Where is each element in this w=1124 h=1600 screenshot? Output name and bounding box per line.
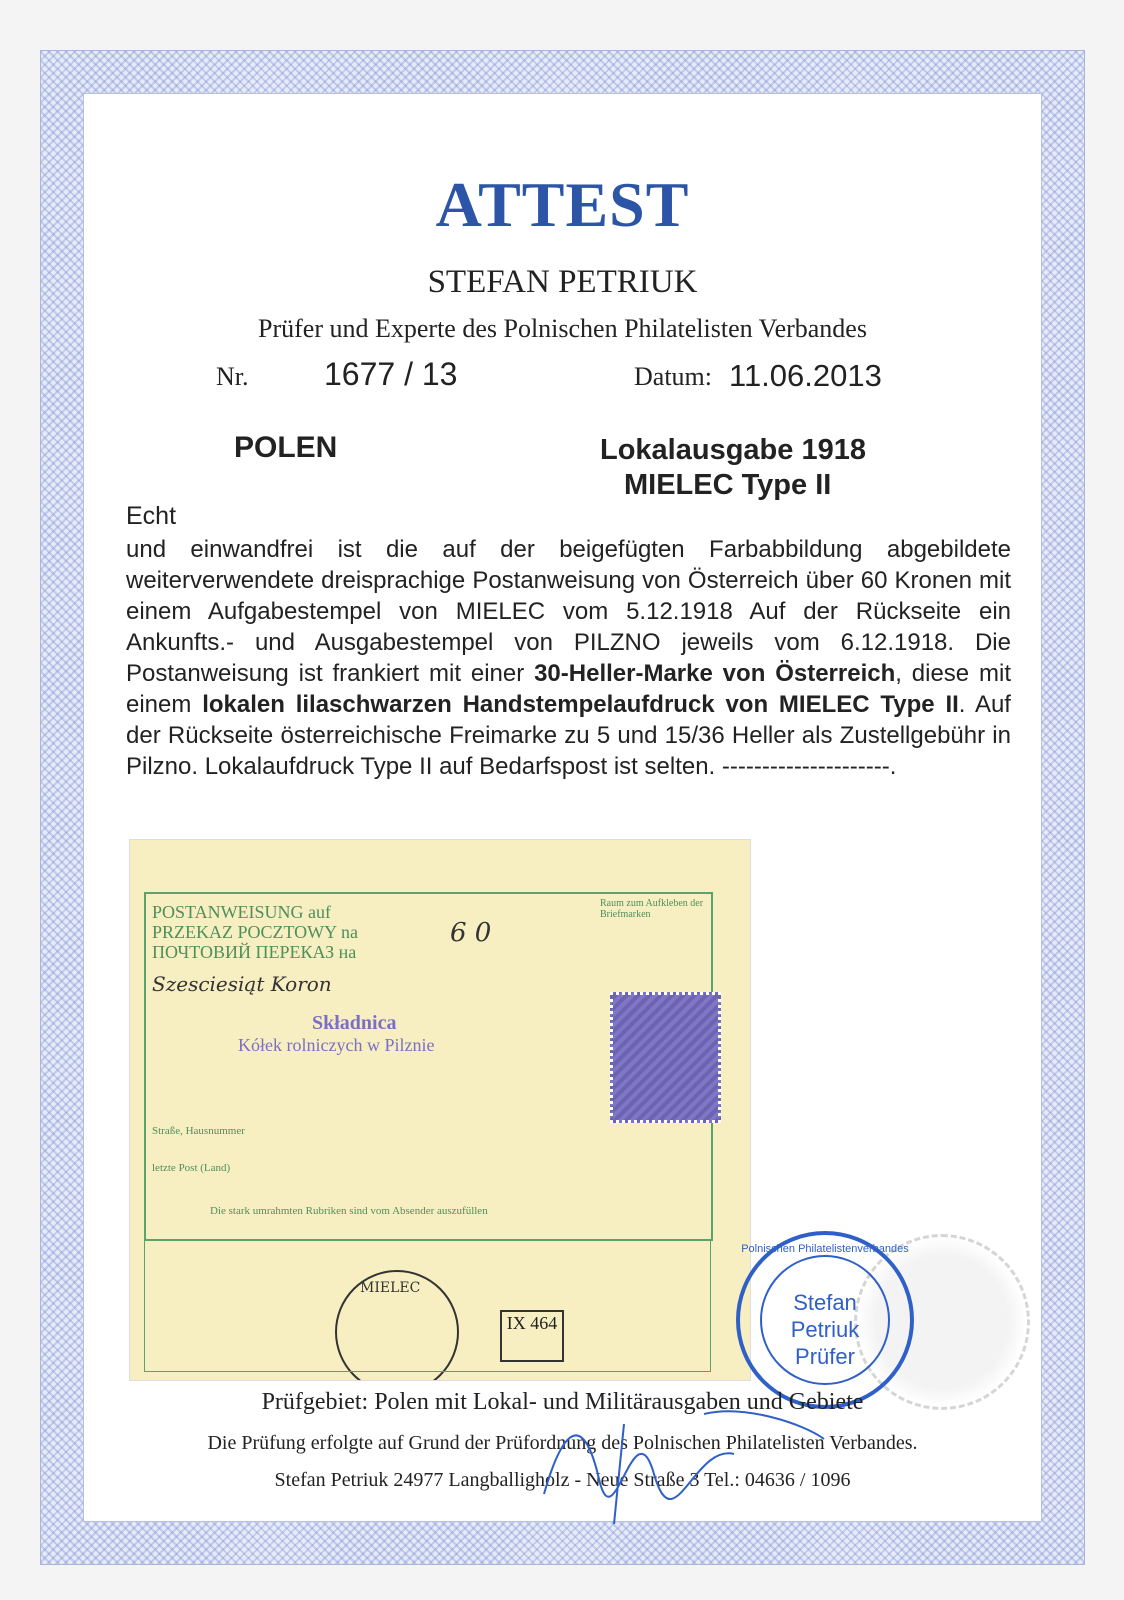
form-note: Die stark umrahmten Rubriken sind vom Absender auszufüllen	[210, 1205, 488, 1217]
austrian-stamp	[610, 992, 721, 1123]
postal-order-image	[129, 839, 751, 1381]
amount-words: Szesciesiąt Koron	[152, 972, 332, 996]
date-value: 11.06.2013	[729, 358, 882, 393]
form-title-pl: PRZEKAZ POCZTOWY na	[152, 922, 358, 942]
certificate-title: ATTEST	[435, 169, 690, 240]
examiner-seal: Stefan Petriuk Prüfer Polnischen Philatelistenverbandes	[736, 1231, 914, 1409]
form-title-ru: ПОЧТОВИЙ ПЕРЕКАЗ на	[152, 942, 357, 962]
footer-address: Stefan Petriuk 24977 Langballigholz - Neue Straße 3 Tel.: 04636 / 1096	[274, 1469, 851, 1491]
bold-overprint: lokalen lilaschwarzen Handstempelaufdruck von MIELEC Type II	[202, 691, 959, 718]
form-title-de: POSTANWEISUNG auf	[152, 902, 332, 922]
addressee-2: Kółek rolniczych w Pilznie	[238, 1035, 435, 1055]
certificate-body	[83, 93, 1042, 1522]
issue-line-1: Lokalausgabe 1918	[600, 434, 866, 466]
signature	[504, 1384, 834, 1524]
form-bottom-frame	[144, 1240, 711, 1372]
examiner-name: STEFAN PETRIUK	[427, 264, 698, 300]
verdict: Echt	[126, 502, 177, 530]
bold-stamp: 30-Heller-Marke von Österreich	[534, 660, 896, 687]
footer-rules: Die Prüfung erfolgte auf Grund der Prüfordnung des Polnischen Philatelisten Verbandes.	[207, 1432, 918, 1454]
date-label: Datum:	[634, 362, 712, 391]
seal-ring-text: Polnischen Philatelistenverbandes	[741, 1243, 909, 1255]
cancel-town: MIELEC	[360, 1280, 421, 1296]
stamp-area-label: Raum zum Aufkleben der Briefmarken	[600, 898, 704, 920]
issue-line-2: MIELEC Type II	[624, 469, 832, 501]
number-value: 1677 / 13	[324, 356, 458, 392]
addressee-1: Składnica	[312, 1012, 397, 1034]
country: POLEN	[234, 431, 338, 464]
post-label: letzte Post (Land)	[152, 1162, 231, 1174]
examiner-role: Prüfer und Experte des Polnischen Philatelisten Verbandes	[258, 314, 867, 343]
certificate-border	[40, 50, 1085, 1565]
amount: 6 0	[450, 918, 492, 948]
street-label: Straße, Hausnummer	[152, 1125, 245, 1137]
footer-area: Prüfgebiet: Polen mit Lokal- und Militärausgaben und Gebiete	[261, 1389, 864, 1415]
district-box: IX 464	[500, 1310, 564, 1362]
number-label: Nr.	[216, 362, 249, 391]
description-text: und einwandfrei ist die auf der beigefügten Farbabbildung abgebildete weiterverwendete dreisprachige Postanweisung von Österreich über 60 Kronen mit einem Aufgabestempel von MIELEC vom 5.12.1918 Auf der Rückseite ein Ankunfts.- und Ausgabestempel von PILZNO jeweils vom 6.12.1918. Die Postanweisung ist frankiert mit einer 30-Heller-Marke von Österreich, diese mit einem lokalen lilaschwarzen Handstempelaufdruck von MIELEC Type II. Auf der Rückseite österreichische Freimarke zu 5 und 15/36 Heller als Zustellgebühr in Pilzno. Lokalaufdruck Type II auf Bedarfspost ist selten. ---------------------.	[126, 536, 1011, 780]
